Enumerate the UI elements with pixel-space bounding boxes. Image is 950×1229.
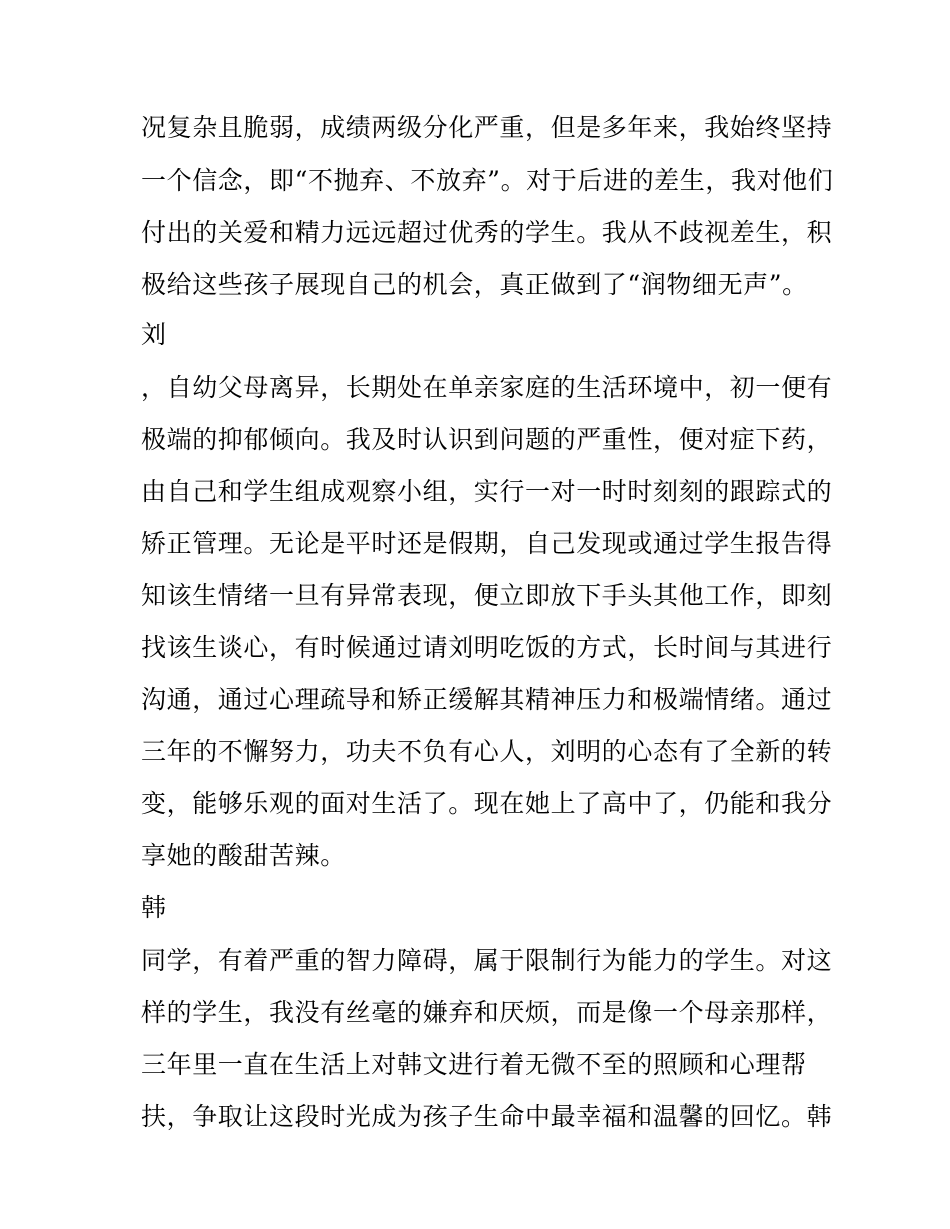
text-line: 极给这些孩子展现自己的机会，真正做到了“润物细无声”。 — [141, 270, 808, 299]
section-marker: 韩 — [141, 893, 167, 922]
text-line: 样的学生，我没有丝毫的嫌弃和厌烦，而是像一个母亲那样， — [141, 998, 833, 1027]
text-line: 三年里一直在生活上对韩文进行着无微不至的照顾和心理帮 — [141, 1050, 807, 1079]
text-line: 知该生情绪一旦有异常表现，便立即放下手头其他工作，即刻 — [141, 581, 833, 610]
text-line: 极端的抑郁倾向。我及时认识到问题的严重性，便对症下药， — [141, 425, 833, 454]
text-line: 找该生谈心，有时候通过请刘明吃饭的方式，长时间与其进行 — [141, 633, 833, 662]
section-marker: 刘 — [141, 320, 167, 349]
text-line: 一个信念，即“不抛弃、不放弃”。对于后进的差生，我对他们 — [141, 166, 834, 195]
text-line: 由自己和学生组成观察小组，实行一对一时时刻刻的跟踪式的 — [141, 477, 833, 506]
text-line: 三年的不懈努力，功夫不负有心人，刘明的心态有了全新的转 — [141, 737, 833, 766]
text-line: ，自幼父母离异，长期处在单亲家庭的生活环境中，初一便有 — [141, 373, 833, 402]
text-line: 沟通，通过心理疏导和矫正缓解其精神压力和极端情绪。通过 — [141, 685, 833, 714]
text-line: 付出的关爱和精力远远超过优秀的学生。我从不歧视差生，积 — [141, 218, 833, 247]
text-line: 况复杂且脆弱，成绩两级分化严重，但是多年来，我始终坚持 — [141, 113, 833, 142]
text-line: 享她的酸甜苦辣。 — [141, 841, 346, 870]
text-line: 变，能够乐观的面对生活了。现在她上了高中了，仍能和我分 — [141, 789, 833, 818]
text-line: 扶，争取让这段时光成为孩子生命中最幸福和温馨的回忆。韩 — [141, 1102, 833, 1131]
text-line: 矫正管理。无论是平时还是假期，自己发现或通过学生报告得 — [141, 529, 833, 558]
text-line: 同学，有着严重的智力障碍，属于限制行为能力的学生。对这 — [141, 946, 833, 975]
